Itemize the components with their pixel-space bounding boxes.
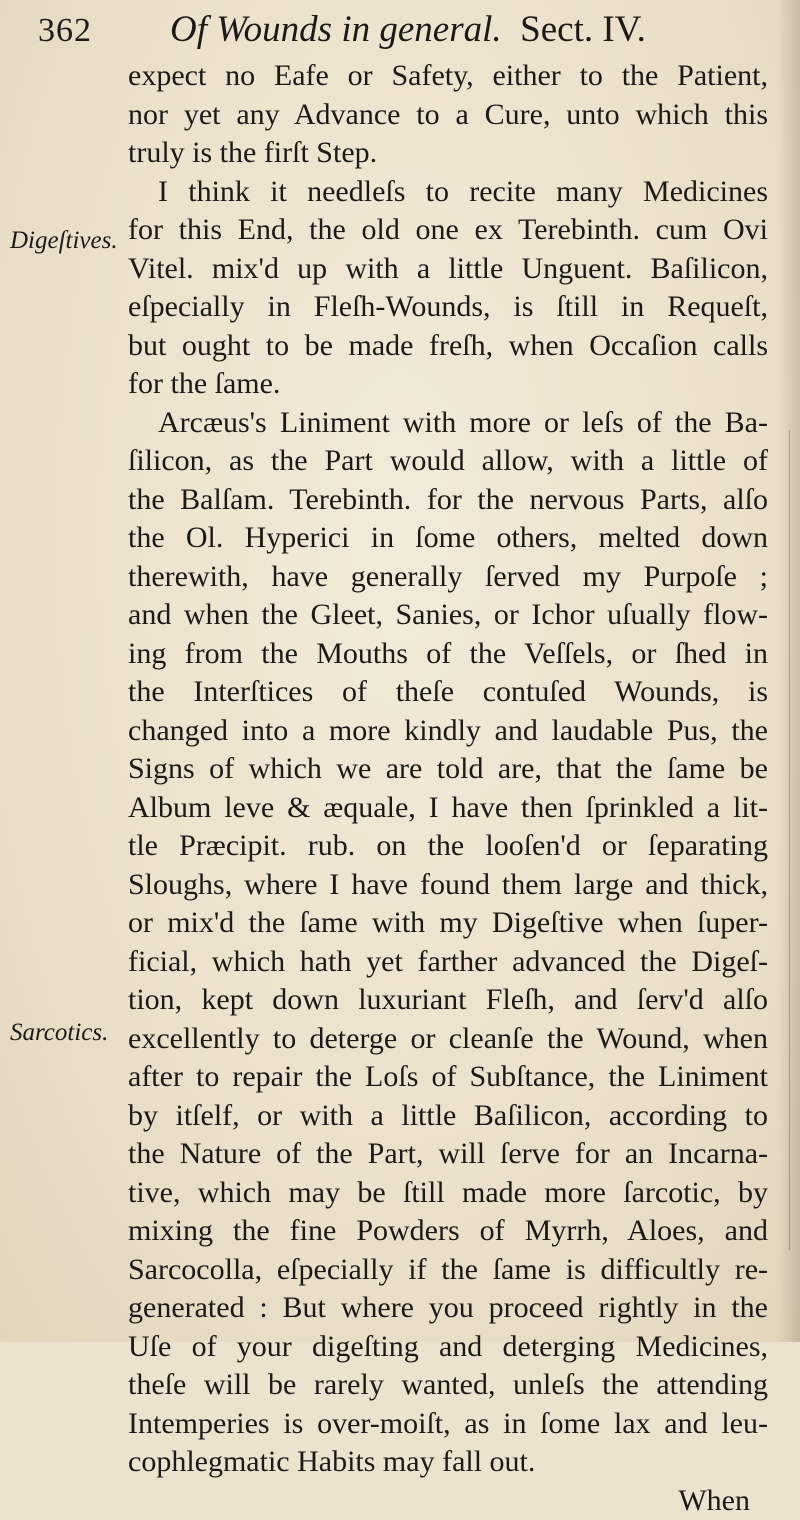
page-number: 362 <box>38 12 92 50</box>
catchword: When <box>128 1482 768 1520</box>
text-line: I think it needleſs to recite many Medicines <box>128 173 768 212</box>
text-line: cophlegmatic Habits may fall out. <box>128 1443 768 1482</box>
text-line: or mix'd the ſame with my Digeſtive when ſuper- <box>128 904 768 943</box>
text-line: for the ſame. <box>128 365 768 404</box>
page-edge-line <box>789 430 790 1250</box>
text-line: mixing the fine Powders of Myrrh, Aloes, and <box>128 1212 768 1251</box>
margin-note-digestives: Digeſtives. <box>10 227 118 255</box>
text-line: after to repair the Loſs of Subſtance, the Liniment <box>128 1058 768 1097</box>
text-line: and when the Gleet, Sanies, or Ichor uſually flow- <box>128 596 768 635</box>
text-line: tle Præcipit. rub. on the looſen'd or ſeparating <box>128 827 768 866</box>
margin-note-sarcotics: Sarcotics. <box>10 1019 108 1047</box>
page-header <box>0 6 800 56</box>
text-line: eſpecially in Fleſh-Wounds, is ſtill in Requeſt, <box>128 288 768 327</box>
text-line: excellently to deterge or cleanſe the Wound, when <box>128 1020 768 1059</box>
text-line: ficial, which hath yet farther advanced the Digeſ- <box>128 943 768 982</box>
text-line: Arcæus's Liniment with more or leſs of the Ba- <box>128 404 768 443</box>
text-line: ing from the Mouths of the Veſſels, or ſhed in <box>128 635 768 674</box>
text-line: nor yet any Advance to a Cure, unto which this <box>128 96 768 135</box>
text-line: the Balſam. Terebinth. for the nervous Parts, alſo <box>128 481 768 520</box>
text-line: Vitel. mix'd up with a little Unguent. Baſilicon, <box>128 250 768 289</box>
text-line: therewith, have generally ſerved my Purpoſe ; <box>128 558 768 597</box>
text-line: the Interſtices of theſe contuſed Wounds, is <box>128 673 768 712</box>
text-line: ſilicon, as the Part would allow, with a little of <box>128 442 768 481</box>
text-line: but ought to be made freſh, when Occaſion calls <box>128 327 768 366</box>
text-line: generated : But where you proceed rightly in the <box>128 1289 768 1328</box>
text-line: expect no Eafe or Safety, either to the Patient, <box>128 57 768 96</box>
text-line: tion, kept down luxuriant Fleſh, and ſerv'd alſo <box>128 981 768 1020</box>
running-title-text: Of Wounds in general. <box>170 9 502 50</box>
text-line: Album leve & æquale, I have then ſprinkled a lit- <box>128 789 768 828</box>
running-title <box>170 8 646 51</box>
text-line: Intemperies is over-moiſt, as in ſome lax and leu- <box>128 1405 768 1444</box>
text-line: tive, which may be ſtill made more ſarcotic, by <box>128 1174 768 1213</box>
text-line: Uſe of your digeſting and deterging Medicines, <box>128 1328 768 1367</box>
text-line: Sloughs, where I have found them large and thick, <box>128 866 768 905</box>
text-line: by itſelf, or with a little Baſilicon, according to <box>128 1097 768 1136</box>
text-line: for this End, the old one ex Terebinth. cum Ovi <box>128 211 768 250</box>
text-line: Sarcocolla, eſpecially if the ſame is difficultly re- <box>128 1251 768 1290</box>
text-line: the Ol. Hyperici in ſome others, melted down <box>128 519 768 558</box>
section-label: Sect. IV. <box>520 9 646 50</box>
text-line: theſe will be rarely wanted, unleſs the attending <box>128 1366 768 1405</box>
text-line: truly is the firſt Step. <box>128 134 768 173</box>
text-line: the Nature of the Part, will ſerve for an Incarna- <box>128 1135 768 1174</box>
body-text <box>128 57 768 1520</box>
text-line: Signs of which we are told are, that the ſame be <box>128 750 768 789</box>
text-line: changed into a more kindly and laudable Pus, the <box>128 712 768 751</box>
